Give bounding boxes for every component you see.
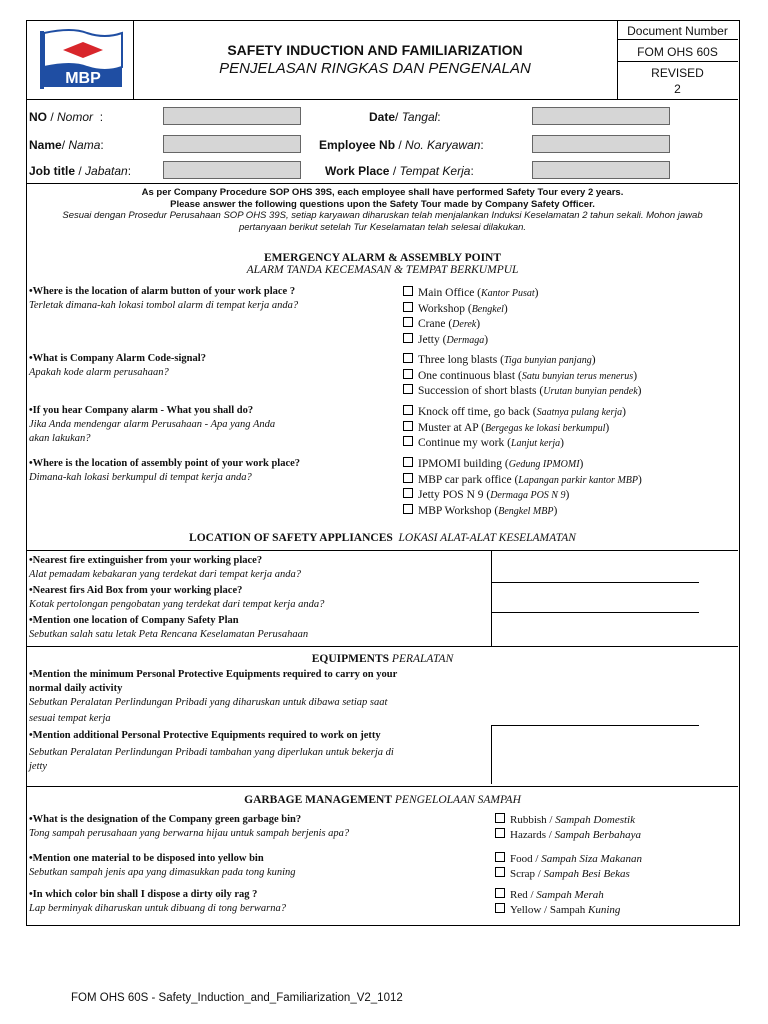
garbage-section-title: GARBAGE MANAGEMENT PENGELOLAAN SAMPAH [244, 794, 521, 806]
option-three-long-blasts[interactable]: Three long blasts (Tiga bunyian panjang) [403, 353, 642, 369]
option-mbp-workshop[interactable]: MBP Workshop (Bengkel MBP) [403, 504, 642, 520]
name-input[interactable] [163, 135, 301, 153]
date-input[interactable] [532, 107, 670, 125]
job-title-input[interactable] [163, 161, 301, 179]
question-green-bin: •What is the designation of the Company green garbage bin? Tong sampah perusahaan yang berwarna hijau untuk sampah berjenis apa? [29, 814, 350, 839]
mbp-logo-icon [27, 21, 133, 99]
page-footer: FOM OHS 60S - Safety_Induction_and_Familiarization_V2_1012 [71, 992, 403, 1004]
work-place-label: Work Place / Tempat Kerja: [325, 164, 474, 178]
name-label: Name/ Nama: [29, 138, 104, 152]
logo-text: MBP [65, 70, 101, 87]
question-alarm-action: •If you hear Company alarm - What you shall do? Jika Anda mendengar alarm Perusahaan - Apa yang Anda akan lakukan? [29, 405, 276, 444]
options-yellow-bin [495, 852, 642, 881]
intro-line-4: pertanyaan berikut setelah Tur Keselamatan telah selesai dilakukan. [238, 221, 527, 233]
intro-line-2: Please answer the following questions upon the Safety Tour made by Company Safety Officer. [170, 198, 595, 210]
equipments-section-title: EQUIPMENTS PERALATAN [311, 653, 454, 665]
option-knock-off[interactable]: Knock off time, go back (Saatnya pulang kerja) [403, 405, 626, 421]
options-alarm-action [403, 405, 626, 452]
options-alarm-code [403, 353, 642, 400]
option-ipmomi-building[interactable]: IPMOMI building (Gedung IPMOMI) [403, 457, 642, 473]
emergency-section-title: EMERGENCY ALARM & ASSEMBLY POINT ALARM TANDA KECEMASAN & TEMPAT BERKUMPUL [246, 252, 519, 276]
option-workshop[interactable]: Workshop (Bengkel) [403, 302, 538, 318]
form-header [27, 21, 738, 100]
appliances-section-title: LOCATION OF SAFETY APPLIANCES LOKASI ALAT-ALAT KESELAMATAN [189, 532, 576, 544]
question-safety-plan: •Mention one location of Company Safety Plan Sebutkan salah satu letak Peta Rencana Keselamatan Perusahaan [29, 615, 309, 640]
option-food[interactable]: Food / Sampah Siza Makanan [495, 852, 642, 867]
intro-text [27, 187, 738, 233]
options-green-bin [495, 813, 641, 842]
no-label: NO / Nomor : [29, 110, 104, 124]
option-jetty[interactable]: Jetty (Dermaga) [403, 333, 538, 349]
options-assembly-point [403, 457, 642, 519]
form-subtitle: PENJELASAN RINGKAS DAN PENGENALAN [219, 60, 531, 77]
options-alarm-location [403, 286, 538, 348]
question-yellow-bin: •Mention one material to be disposed into yellow bin Sebutkan sampah jenis apa yang dimasukkan pada tong kuning [29, 853, 296, 878]
doc-number-label: Document Number [627, 24, 728, 38]
question-fire-extinguisher: •Nearest fire extinguisher from your working place? Alat pemadam kebakaran yang terdekat dari tempat kerja anda? [29, 555, 301, 580]
question-first-aid: •Nearest firs Aid Box from your working place? Kotak pertolongan pengobatan yang terdekat dari tempat kerja anda? [29, 585, 325, 610]
no-input[interactable] [163, 107, 301, 125]
options-oily-rag [495, 888, 620, 917]
option-muster[interactable]: Muster at AP (Bergegas ke lokasi berkumpul) [403, 421, 626, 437]
option-continue-work[interactable]: Continue my work (Lanjut kerja) [403, 436, 626, 452]
date-label: Date/ Tangal: [369, 110, 441, 124]
intro-line-1: As per Company Procedure SOP OHS 39S, each employee shall have performed Safety Tour every 2 years. [141, 187, 624, 198]
employee-nb-label: Employee Nb / No. Karyawan: [319, 138, 484, 152]
question-ppe-jetty: •Mention additional Personal Protective Equipments required to work on jetty Sebutkan Peralatan Perlindungan Pribadi tambahan yang diperlukan untuk bekerja di jetty [29, 730, 394, 772]
question-assembly-point: •Where is the location of assembly point of your work place? Dimana-kah lokasi berkumpul di tempat kerja anda? [29, 458, 301, 483]
option-main-office[interactable]: Main Office (Kantor Pusat) [403, 286, 538, 302]
answer-line-fire-extinguisher[interactable] [491, 582, 699, 583]
answer-line-ppe-minimum[interactable] [491, 725, 699, 726]
title-block [133, 21, 618, 99]
option-short-blasts[interactable]: Succession of short blasts (Urutan bunyian pendek) [403, 384, 642, 400]
option-jetty-pos[interactable]: Jetty POS N 9 (Dermaga POS N 9) [403, 488, 642, 504]
answer-line-first-aid[interactable] [491, 612, 699, 613]
revised-value: 2 [674, 82, 681, 96]
doc-number-value: FOM OHS 60S [637, 45, 718, 59]
form-title: SAFETY INDUCTION AND FAMILIARIZATION [227, 42, 523, 58]
document-number-block [617, 21, 738, 99]
form-frame [26, 20, 740, 926]
job-title-label: Job title / Jabatan: [29, 164, 132, 178]
employee-nb-input[interactable] [532, 135, 670, 153]
option-yellow[interactable]: Yellow / Sampah Kuning [495, 903, 620, 918]
option-rubbish[interactable]: Rubbish / Sampah Domestik [495, 813, 641, 828]
employee-info [27, 99, 738, 184]
option-scrap[interactable]: Scrap / Sampah Besi Bekas [495, 867, 642, 882]
option-red[interactable]: Red / Sampah Merah [495, 888, 620, 903]
work-place-input[interactable] [532, 161, 670, 179]
option-one-continuous-blast[interactable]: One continuous blast (Satu bunyian terus menerus) [403, 369, 642, 385]
revised-label: REVISED [651, 66, 704, 80]
option-car-park[interactable]: MBP car park office (Lapangan parkir kantor MBP) [403, 473, 642, 489]
question-ppe-minimum: •Mention the minimum Personal Protective Equipments required to carry on your normal daily activity Sebutkan Peralatan Perlindungan Pribadi yang diharuskan untuk dibawa setiap saat sesuai tempat kerja [29, 669, 398, 724]
option-crane[interactable]: Crane (Derek) [403, 317, 538, 333]
logo [27, 21, 134, 99]
option-hazards[interactable]: Hazards / Sampah Berbahaya [495, 828, 641, 843]
question-oily-rag: •In which color bin shall I dispose a dirty oily rag ? Lap berminyak diharuskan untuk dibuang di tong berwarna? [29, 889, 286, 914]
question-alarm-location: •Where is the location of alarm button of your work place ? Terletak dimana-kah lokasi tombol alarm di tempat kerja anda? [29, 286, 299, 311]
question-alarm-code: •What is Company Alarm Code-signal? Apakah kode alarm perusahaan? [29, 353, 206, 378]
intro-line-3: Sesuai dengan Prosedur Perusahaan SOP OHS 39S, setiap karyawan diharuskan telah menjalankan Induksi Keselamatan 2 tahun sekali. Mohon jawab [62, 210, 703, 221]
